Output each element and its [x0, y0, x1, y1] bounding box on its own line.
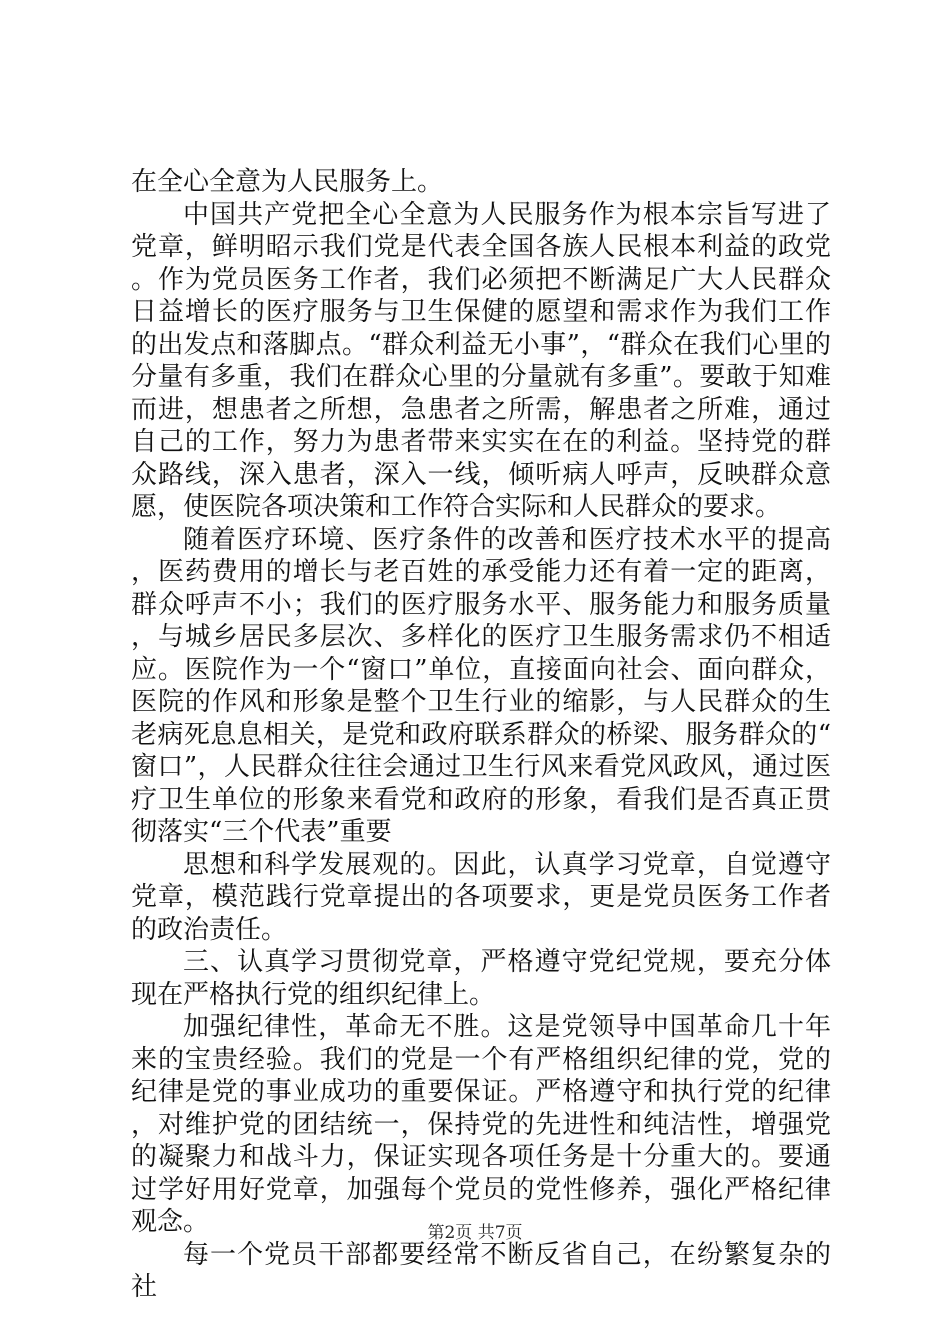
- page-number-footer: 第2页 共7页: [427, 1223, 523, 1243]
- paragraph-self-reflection: 每一个党员干部都要经常不断反省自己，在纷繁复杂的社: [131, 1239, 831, 1302]
- paragraph-party-constitution-purpose: 中国共产党把全心全意为人民服务作为根本宗旨写进了党章，鲜明昭示我们党是代表全国各族人民根本利益的政党。作为党员医务工作者，我们必须把不断满足广大人民群众日益增长的医疗服务与卫生保健的愿望和需求作为我们工作的出发点和落脚点。“群众利益无小事”，“群众在我们心里的分量有多重，我们在群众心里的分量就有多重”。要敢于知难而进，想患者之所想，急患者之所需，解患者之所难，通过自己的工作，努力为患者带来实实在在的利益。坚持党的群众路线，深入患者，深入一线，倾听病人呼声，反映群众意愿，使医院各项决策和工作符合实际和人民群众的要求。: [131, 199, 831, 522]
- paragraph-continuation: 在全心全意为人民服务上。: [131, 167, 444, 197]
- section-heading-three: 三、认真学习贯彻党章，严格遵守党纪党规，要充分体现在严格执行党的组织纪律上。: [131, 947, 831, 1010]
- paragraph-medical-environment: 随着医疗环境、医疗条件的改善和医疗技术水平的提高，医药费用的增长与老百姓的承受能力还有着一定的距离，群众呼声不小；我们的医疗服务水平、服务能力和服务质量，与城乡居民多层次、多样化的医疗卫生服务需求仍不相适应。医院作为一个“窗口”单位，直接面向社会、面向群众，医院的作风和形象是整个卫生行业的缩影，与人民群众的生老病死息息相关，是党和政府联系群众的桥梁、服务群众的“窗口”，人民群众往往会通过卫生行风来看党风政风，通过医疗卫生单位的形象来看党和政府的形象，看我们是否真正贯彻落实“三个代表”重要: [131, 524, 831, 847]
- document-body: [131, 166, 831, 1304]
- paragraph-political-responsibility: 思想和科学发展观的。因此，认真学习党章，自觉遵守党章，模范践行党章提出的各项要求，更是党员医务工作者的政治责任。: [131, 849, 831, 945]
- paragraph-discipline: 加强纪律性，革命无不胜。这是党领导中国革命几十年来的宝贵经验。我们的党是一个有严格组织纪律的党，党的纪律是党的事业成功的重要保证。严格遵守和执行党的纪律，对维护党的团结统一，保持党的先进性和纯洁性，增强党的凝聚力和战斗力，保证实现各项任务是十分重大的。要通过学好用好党章，加强每个党员的党性修养，强化严格纪律观念。: [131, 1012, 831, 1237]
